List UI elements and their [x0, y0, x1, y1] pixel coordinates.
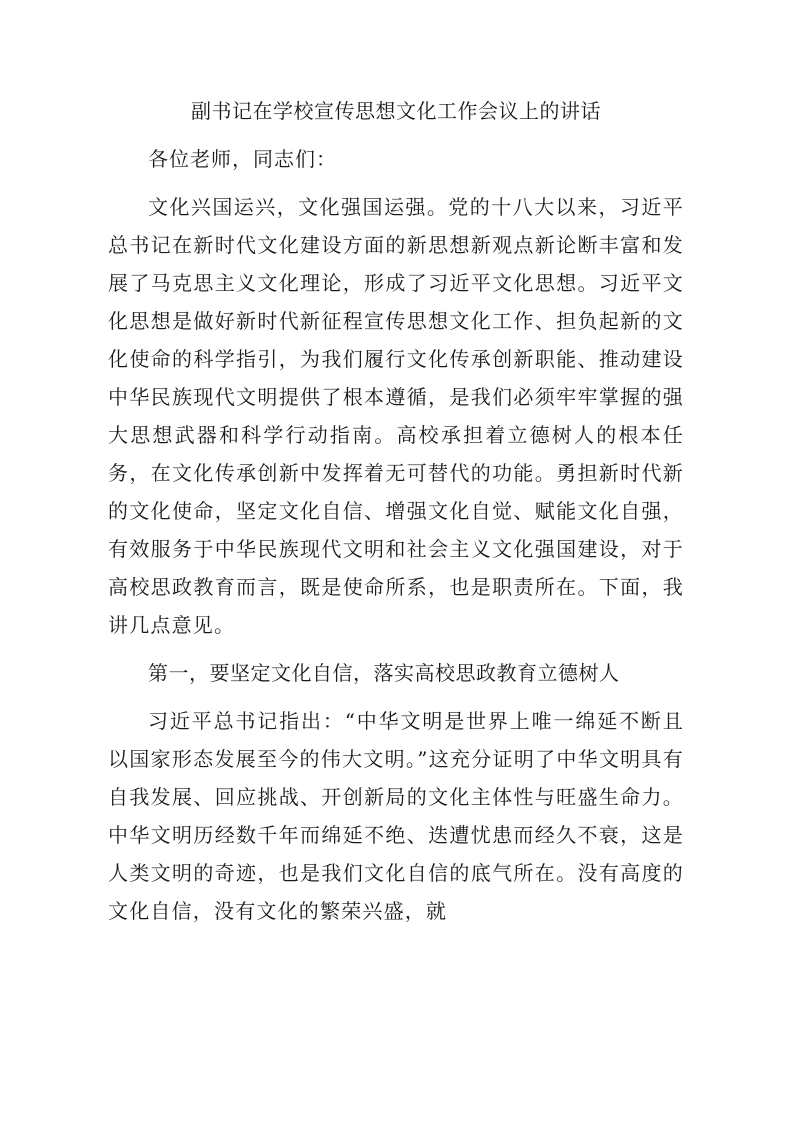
- document-body: [108, 92, 684, 930]
- document-title: 副书记在学校宣传思想文化工作会议上的讲话: [191, 99, 601, 123]
- paragraph-section-1: 习近平总书记指出：“中华文明是世界上唯一绵延不断且以国家形态发展至今的伟大文明。”这充分证明了中华文明具有自我发展、回应挑战、开创新局的文化主体性与旺盛生命力。中华文明历经数千年而绵延不绝、迭遭忧患而经久不衰，这是人类文明的奇迹，也是我们文化自信的底气所在。没有高度的文化自信，没有文化的繁荣兴盛，就: [108, 709, 684, 923]
- section-heading-1: 第一，要坚定文化自信，落实高校思政教育立德树人: [148, 661, 620, 685]
- spacer: [108, 692, 684, 702]
- spacer: [108, 130, 684, 140]
- spacer: [108, 644, 684, 654]
- spacer: [108, 178, 684, 188]
- paragraph-intro: 文化兴国运兴，文化强国运强。党的十八大以来，习近平总书记在新时代文化建设方面的新思想新观点新论断丰富和发展了马克思主义文化理论，形成了习近平文化思想。习近平文化思想是做好新时代新征程宣传思想文化工作、担负起新的文化使命的科学指引，为我们履行文化传承创新职能、推动建设中华民族现代文明提供了根本遵循，是我们必须牢牢掌握的强大思想武器和科学行动指南。高校承担着立德树人的根本任务，在文化传承创新中发挥着无可替代的功能。勇担新时代新的文化使命，坚定文化自信、增强文化自觉、赋能文化自强，有效服务于中华民族现代文明和社会主义文化强国建设，对于高校思政教育而言，既是使命所系，也是职责所在。下面，我讲几点意见。: [108, 195, 684, 637]
- salutation: 各位老师，同志们：: [148, 147, 337, 171]
